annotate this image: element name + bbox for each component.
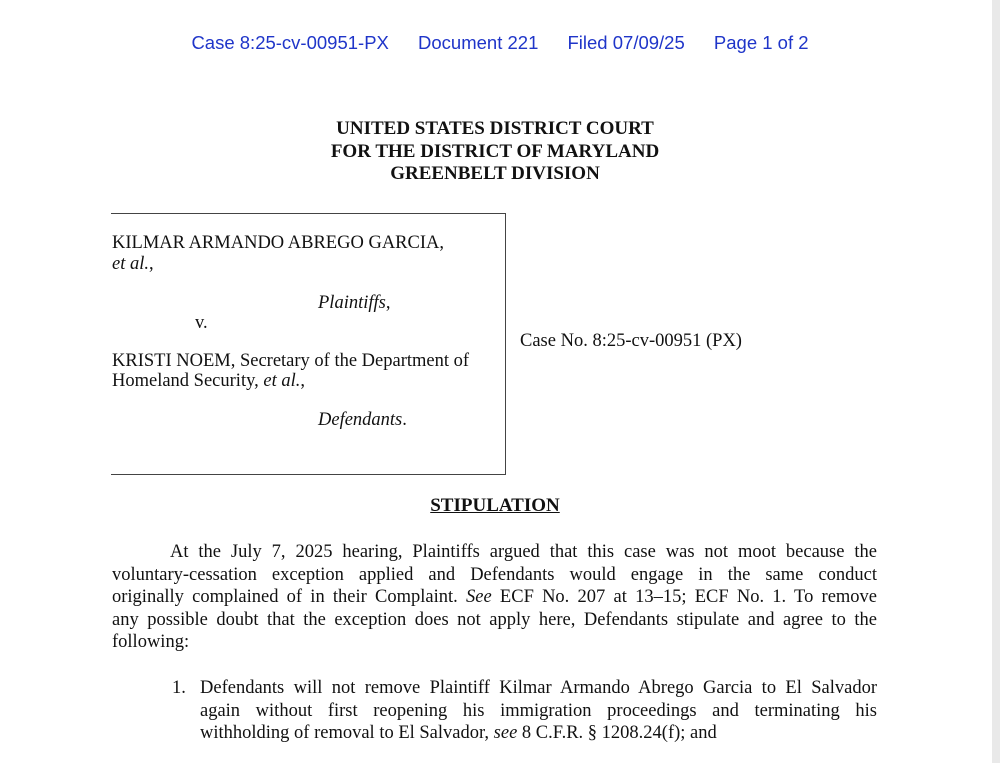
paragraph-line-5: following: <box>112 632 190 653</box>
item-body <box>200 677 877 745</box>
court-line-2: FOR THE DISTRICT OF MARYLAND <box>330 140 660 162</box>
defendants-label: Defendants. <box>318 410 407 430</box>
paragraph-line-3: originally complained of in their Complaint. See ECF No. 207 at 13–15; ECF No. 1. To remove <box>112 587 878 608</box>
item-line-3: withholding of removal to El Salvador, see 8 C.F.R. § 1208.24(f); and <box>200 723 717 744</box>
plaintiffs-label: Plaintiffs, <box>318 293 391 313</box>
court-line-1: UNITED STATES DISTRICT COURT <box>336 118 654 139</box>
page-edge <box>992 0 1000 763</box>
paragraph-line-2: voluntary-cessation exception applied and Defendants would engage in the same conduct <box>112 564 877 585</box>
header-case: Case 8:25-cv-00951-PX <box>191 32 389 53</box>
plaintiff-etal: et al., <box>112 254 154 274</box>
defendant-line-1: KRISTI NOEM, Secretary of the Department of <box>112 351 470 371</box>
item-number: 1. <box>172 678 186 698</box>
body-paragraph <box>112 541 877 654</box>
versus: v. <box>195 313 208 333</box>
court-heading <box>0 118 990 186</box>
plaintiff-name: KILMAR ARMANDO ABREGO GARCIA, <box>112 233 444 253</box>
item-line-2: again without first reopening his immigration proceedings and terminating his <box>200 700 877 721</box>
header-document: Document 221 <box>418 32 539 53</box>
ecf-header <box>0 32 1000 54</box>
case-number: Case No. 8:25-cv-00951 (PX) <box>520 331 742 351</box>
item-line-1: Defendants will not remove Plaintiff Kilmar Armando Abrego Garcia to El Salvador <box>200 678 877 698</box>
paragraph-line-1: At the July 7, 2025 hearing, Plaintiffs argued that this case was not moot because the <box>170 542 877 562</box>
header-filed: Filed 07/09/25 <box>567 32 685 53</box>
paragraph-line-4: any possible doubt that the exception does not apply here, Defendants stipulate and agree to the <box>112 609 877 630</box>
defendant-line-2: Homeland Security, et al., <box>112 371 306 391</box>
header-page: Page 1 of 2 <box>713 32 809 53</box>
document-title: STIPULATION <box>430 495 560 516</box>
court-line-3: GREENBELT DIVISION <box>390 163 600 184</box>
